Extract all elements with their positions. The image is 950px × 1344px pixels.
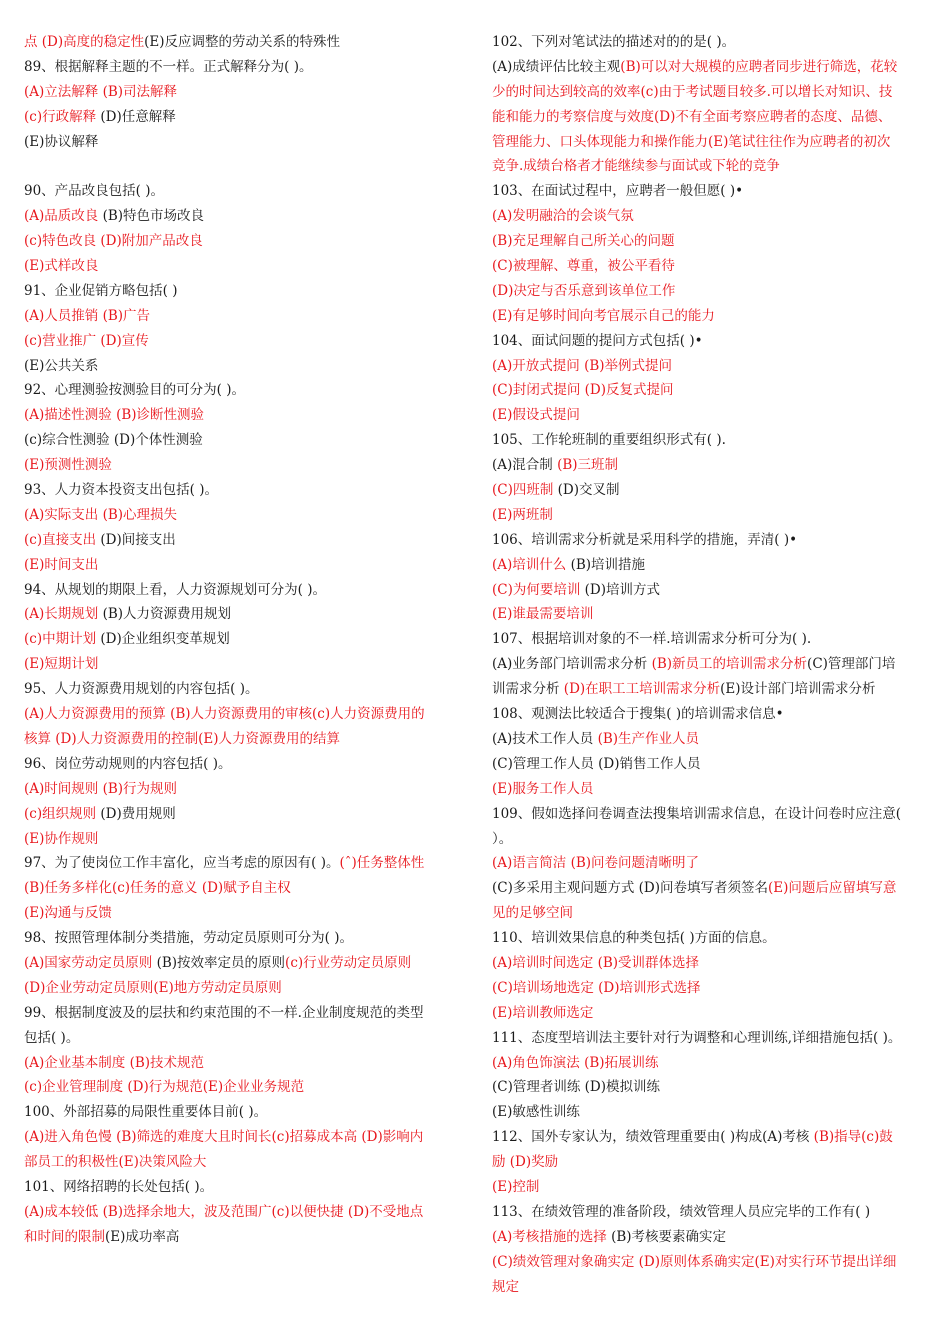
- text-line: [24, 1026, 462, 1051]
- answer-text: (ˆ)任务整体性: [339, 855, 425, 872]
- text-line: [24, 1125, 462, 1150]
- answer-text: (A)时间规则 (B)行为规则: [24, 780, 178, 797]
- question-text: 94、从规划的期限上看，人力资源规划可分为( )。: [24, 581, 327, 598]
- question-text: 包括( )。: [24, 1029, 80, 1046]
- question-text: (A)技术工作人员: [492, 730, 598, 747]
- text-line: [24, 204, 462, 229]
- text-line: [24, 304, 462, 329]
- question-text: 105、工作轮班制的重要组织形式有( ).: [492, 432, 726, 449]
- text-line: [24, 1150, 462, 1175]
- question-text: (C)管理工作人员 (D)销售工作人员: [492, 755, 701, 772]
- text-line: [492, 105, 930, 130]
- text-line: [492, 951, 930, 976]
- text-line: [24, 851, 462, 876]
- answer-text: (E)谁最需要培训: [492, 606, 594, 623]
- text-line: [24, 254, 462, 279]
- text-line: [492, 1200, 930, 1225]
- answer-text: (E)式样改良: [24, 258, 99, 275]
- question-text: 102、下列对笔试法的描述对的的是( )。: [492, 34, 736, 50]
- answer-text: (E)问题后应留填写意: [768, 880, 897, 897]
- question-text: 106、培训需求分析就是采用科学的措施，弄清( )•: [492, 531, 798, 548]
- question-text: 93、人力资本投资支出包括( )。: [24, 482, 219, 499]
- text-line: [492, 926, 930, 951]
- answer-text: (A)长期规划: [24, 606, 103, 623]
- text-line: [24, 1225, 462, 1250]
- question-text: 110、培训效果信息的种类包括( )方面的信息。: [492, 930, 776, 947]
- text-line: [492, 578, 930, 603]
- text-line: [492, 1001, 930, 1026]
- text-line: [24, 528, 462, 553]
- text-line: [492, 130, 930, 155]
- answer-text: (B)新员工的培训需求分析: [651, 656, 808, 673]
- question-text: (E)反应调整的劳动关系的特殊性: [144, 34, 341, 50]
- question-text: (E)公共关系: [24, 357, 99, 374]
- text-line: [492, 428, 930, 453]
- text-line: [492, 453, 930, 478]
- text-line: [24, 677, 462, 702]
- text-line: [24, 1001, 462, 1026]
- answer-text: (B)任务多样化(c)任务的意义 (D)赋予自主权: [24, 880, 291, 897]
- text-line: [492, 229, 930, 254]
- answer-text: 点 (D)高度的稳定性: [24, 34, 145, 50]
- text-line: [492, 528, 930, 553]
- text-line: [24, 627, 462, 652]
- text-line: [492, 179, 930, 204]
- answer-text: (A)考核措施的选择: [492, 1228, 612, 1245]
- text-line: [24, 1075, 462, 1100]
- text-line: [492, 1100, 930, 1125]
- text-line: [492, 777, 930, 802]
- text-line: [492, 329, 930, 354]
- question-text: 111、态度型培训法主要针对行为调整和心理训练,详细措施包括( )。: [492, 1029, 902, 1046]
- text-line: [24, 702, 462, 727]
- answer-text: (A)品质改良: [24, 208, 103, 225]
- text-line: [24, 652, 462, 677]
- text-line: [24, 1175, 462, 1200]
- text-line: [492, 80, 930, 105]
- answer-text: (E)协作规则: [24, 830, 99, 847]
- question-text: 113、在绩效管理的准备阶段，绩效管理人员应完毕的工作有( ): [492, 1203, 871, 1220]
- question-text: 109、假如选择问卷调查法搜集培训需求信息，在设计问卷时应注意(: [492, 805, 902, 822]
- answer-text: 规定: [492, 1278, 519, 1295]
- question-text: (A)混合制: [492, 457, 558, 474]
- text-line: [492, 553, 930, 578]
- text-line: [492, 403, 930, 428]
- question-text: (D)培训方式: [584, 581, 661, 598]
- answer-text: (C)封闭式提问 (D)反复式提问: [492, 382, 674, 399]
- answer-text: 竞争.成绩台格者才能继续参与面试或下轮的竞争: [492, 158, 780, 175]
- text-line: [492, 802, 930, 827]
- answer-text: (C)绩效管理对象确实定 (D)原则体系确实定(E)对实行环节提出详细: [492, 1253, 897, 1270]
- answer-text: (E)沟通与反馈: [24, 905, 112, 922]
- answer-text: (C)为何要培训: [492, 581, 585, 598]
- text-line: [492, 727, 930, 752]
- text-line: [24, 876, 462, 901]
- text-line: [24, 602, 462, 627]
- question-text: 90、产品改良包括( )。: [24, 183, 165, 200]
- answer-text: 和时间的限制: [24, 1228, 105, 1245]
- text-line: [492, 1051, 930, 1076]
- question-text: 95、人力资源费用规划的内容包括( )。: [24, 681, 259, 698]
- text-line: [24, 901, 462, 926]
- question-text: 107、根据培训对象的不一样.培训需求分析可分为( ).: [492, 631, 812, 648]
- question-text: 108、观测法比较适合于搜集( )的培训需求信息•: [492, 706, 784, 723]
- text-line: [492, 1250, 930, 1275]
- question-text: (C)管理部门培: [807, 656, 896, 673]
- text-line: [24, 179, 462, 204]
- question-text: 104、面试问题的提问方式包括( )•: [492, 332, 703, 349]
- question-text: (B)按效率定员的原则: [156, 954, 286, 971]
- text-line: [492, 627, 930, 652]
- question-text: (E)成功率高: [105, 1228, 180, 1245]
- text-line: [492, 677, 930, 702]
- question-text: 92、心理测验按测验目的可分为( )。: [24, 382, 246, 399]
- text-line: [492, 876, 930, 901]
- question-text: 89、根据解释主题的不一样。正式解释分为( )。: [24, 58, 313, 75]
- question-text: (A)业务部门培训需求分析: [492, 656, 652, 673]
- question-text: (D)企业组织变革规划: [100, 631, 230, 648]
- text-line: [492, 204, 930, 229]
- text-line: [24, 976, 462, 1001]
- answer-text: (E)控制: [492, 1178, 540, 1195]
- question-text: 100、外部招募的局限性重要体目前( )。: [24, 1104, 268, 1121]
- left-column: [24, 30, 462, 1250]
- text-line: [24, 229, 462, 254]
- question-text: ）。: [492, 830, 513, 847]
- question-text: (A)成绩评估比较主观: [492, 58, 621, 75]
- question-text: (c)综合性测验 (D)个体性测验: [24, 432, 203, 449]
- text-line: [24, 578, 462, 603]
- text-line: [492, 304, 930, 329]
- question-text: (D)费用规则: [100, 805, 176, 822]
- answer-text: (c)企业管理制度 (D)行为规范(E)企业业务规范: [24, 1079, 305, 1096]
- text-line: [492, 652, 930, 677]
- text-line: [24, 453, 462, 478]
- answer-text: (c)行业劳动定员原则: [285, 954, 412, 971]
- text-line: [24, 1100, 462, 1125]
- answer-text: (A)国家劳动定员原则: [24, 954, 157, 971]
- text-line: [24, 777, 462, 802]
- right-column: [492, 30, 930, 1299]
- answer-text: (c)行政解释: [24, 108, 101, 125]
- text-line: [24, 553, 462, 578]
- answer-text: (D)企业劳动定员原则(E)地方劳动定员原则: [24, 979, 282, 996]
- answer-text: 少的时间达到较高的效率(c)由于考试题目较多.可以增长对知识、技: [492, 83, 893, 100]
- question-text: (B)特色市场改良: [102, 208, 205, 225]
- question-text: (B)考核要素确实定: [611, 1228, 727, 1245]
- answer-text: (B)生产作业人员: [597, 730, 700, 747]
- answer-text: (c)组织规则: [24, 805, 101, 822]
- answer-text: (C)四班制: [492, 482, 558, 499]
- text-line: [492, 55, 930, 80]
- answer-text: (A)发明融洽的会谈气氛: [492, 208, 634, 225]
- text-line: [492, 1026, 930, 1051]
- text-line: [24, 354, 462, 379]
- question-text: (E)敏感性训练: [492, 1104, 580, 1121]
- answer-text: (A)成本较低 (B)选择余地大，波及范围广(c)以便快捷 (D)不受地点: [24, 1203, 424, 1220]
- answer-text: (E)假设式提问: [492, 407, 580, 424]
- text-line: [24, 279, 462, 304]
- text-line: [492, 1150, 930, 1175]
- blank-line: [24, 154, 462, 179]
- text-line: [492, 976, 930, 1001]
- answer-text: (B)充足理解自己所关心的问题: [492, 233, 675, 250]
- answer-text: (A)企业基本制度 (B)技术规范: [24, 1054, 205, 1071]
- answer-text: (c)直接支出: [24, 531, 101, 548]
- answer-text: (E)服务工作人员: [492, 780, 594, 797]
- question-text: (B)人力资源费用规划: [102, 606, 232, 623]
- question-text: 96、岗位劳动规则的内容包括( )。: [24, 755, 232, 772]
- answer-text: (A)开放式提问 (B)举例式提问: [492, 357, 673, 374]
- text-line: [24, 926, 462, 951]
- text-line: [24, 378, 462, 403]
- question-text: (D)间接支出: [100, 531, 176, 548]
- text-line: [492, 851, 930, 876]
- text-line: [24, 30, 462, 55]
- text-line: [492, 827, 930, 852]
- answer-text: (A)人力资源费用的预算 (B)人力资源费用的审核(c)人力资源费用的: [24, 706, 425, 723]
- answer-text: (A)培训什么: [492, 556, 571, 573]
- text-line: [492, 154, 930, 179]
- answer-text: 部员工的积极性(E)决策风险大: [24, 1154, 207, 1171]
- answer-text: (A)进入角色慢 (B)筛选的难度大且时间长(c)招募成本高 (D)影响内: [24, 1129, 424, 1146]
- question-text: 112、国外专家认为，绩效管理重要由( )构成(A)考核: [492, 1129, 814, 1146]
- answer-text: (D)决定与否乐意到该单位工作: [492, 282, 676, 299]
- answer-text: (E)有足够时间向考官展示自己的能力: [492, 307, 715, 324]
- text-line: [24, 951, 462, 976]
- text-line: [492, 254, 930, 279]
- answer-text: (E)时间支出: [24, 556, 99, 573]
- text-line: [492, 478, 930, 503]
- answer-text: (A)语言简洁 (B)问卷问题清晰明了: [492, 855, 700, 872]
- answer-text: (B)可以对大规模的应聘者同步进行筛选，花较: [620, 58, 898, 75]
- text-line: [24, 752, 462, 777]
- text-line: [24, 478, 462, 503]
- question-text: (B)培训措施: [570, 556, 646, 573]
- answer-text: (B)三班制: [557, 457, 619, 474]
- text-line: [24, 329, 462, 354]
- question-text: (C)多采用主观问题方式 (D)问卷填写者须签名: [492, 880, 769, 897]
- answer-text: (c)营业推广 (D)宣传: [24, 332, 149, 349]
- question-text: 103、在面试过程中，应聘者一般但愿( )•: [492, 183, 744, 200]
- answer-text: 管理能力、口头体现能力和操作能力(E)笔试往往作为应聘者的初次: [492, 133, 891, 150]
- text-line: [492, 378, 930, 403]
- answer-text: (A)人员推销 (B)广告: [24, 307, 151, 324]
- question-text: 91、企业促销方略包括( ): [24, 282, 178, 299]
- text-line: [24, 1051, 462, 1076]
- text-line: [24, 727, 462, 752]
- answer-text: (A)角色饰演法 (B)拓展训练: [492, 1054, 659, 1071]
- question-text: (D)任意解释: [100, 108, 176, 125]
- answer-text: 励 (D)奖励: [492, 1154, 559, 1171]
- text-line: [24, 827, 462, 852]
- text-line: [492, 30, 930, 55]
- text-line: [24, 105, 462, 130]
- answer-text: (A)描述性测验 (B)诊断性测验: [24, 407, 205, 424]
- text-line: [492, 602, 930, 627]
- text-line: [492, 752, 930, 777]
- text-line: [24, 80, 462, 105]
- answer-text: (A)立法解释 (B)司法解释: [24, 83, 178, 100]
- question-text: 98、按照管理体制分类措施，劳动定员原则可分为( )。: [24, 930, 354, 947]
- question-text: (D)交叉制: [557, 482, 620, 499]
- question-text: (E)设计部门培训需求分析: [720, 681, 876, 698]
- text-line: [24, 428, 462, 453]
- text-line: [492, 1125, 930, 1150]
- text-line: [24, 55, 462, 80]
- text-line: [24, 802, 462, 827]
- text-line: [24, 503, 462, 528]
- answer-text: (A)培训时间选定 (B)受训群体选择: [492, 954, 700, 971]
- answer-text: (E)短期计划: [24, 656, 99, 673]
- text-line: [24, 130, 462, 155]
- answer-text: 能和能力的考察信度与效度(D)不有全面考察应聘者的态度、品德、: [492, 108, 892, 125]
- answer-text: 核算 (D)人力资源费用的控制(E)人力资源费用的结算: [24, 730, 341, 747]
- question-text: 99、根据制度波及的层扶和约束范围的不一样.企业制度规范的类型: [24, 1004, 424, 1021]
- text-line: [492, 1225, 930, 1250]
- text-line: [24, 403, 462, 428]
- text-line: [492, 279, 930, 304]
- question-text: 101、网络招聘的长处包括( )。: [24, 1178, 214, 1195]
- answer-text: 见的足够空间: [492, 905, 573, 922]
- question-text: (C)管理者训练 (D)模拟训练: [492, 1079, 661, 1096]
- answer-text: (c)特色改良 (D)附加产品改良: [24, 233, 203, 250]
- question-text: 训需求分析: [492, 681, 564, 698]
- answer-text: (c)中期计划: [24, 631, 101, 648]
- answer-text: (C)被理解、尊重，被公平看待: [492, 258, 675, 275]
- text-line: [24, 1200, 462, 1225]
- answer-text: (E)预测性测验: [24, 457, 112, 474]
- answer-text: (D)在职工工培训需求分析: [563, 681, 721, 698]
- answer-text: (E)两班制: [492, 506, 553, 523]
- text-line: [492, 702, 930, 727]
- text-line: [492, 901, 930, 926]
- answer-text: (B)指导(c)鼓: [813, 1129, 893, 1146]
- answer-text: (A)实际支出 (B)心理损失: [24, 506, 178, 523]
- text-line: [492, 503, 930, 528]
- text-line: [492, 1175, 930, 1200]
- text-line: [492, 354, 930, 379]
- answer-text: (E)培训教师选定: [492, 1004, 594, 1021]
- question-text: 97、为了使岗位工作丰富化，应当考虑的原因有( )。: [24, 855, 340, 872]
- text-line: [492, 1075, 930, 1100]
- answer-text: (C)培训场地选定 (D)培训形式选择: [492, 979, 701, 996]
- question-text: (E)协议解释: [24, 133, 99, 150]
- text-line: [492, 1275, 930, 1300]
